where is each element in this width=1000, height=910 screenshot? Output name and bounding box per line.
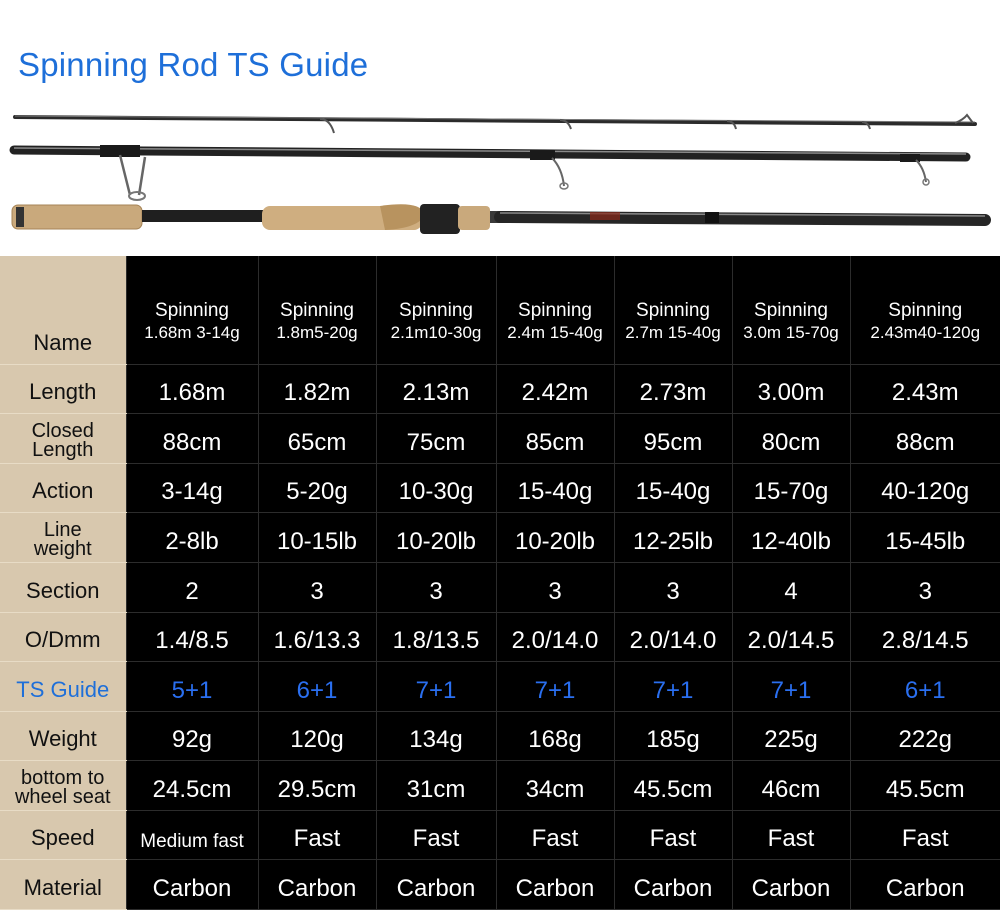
row-section [0, 562, 1000, 612]
line-weight-cell: 10-15lb [258, 513, 376, 563]
row-closed-length [0, 414, 1000, 464]
section-cell: 3 [850, 562, 1000, 612]
name-cell: Spinning 3.0m 15-70g [732, 256, 850, 364]
bottom-to-wheel-seat-cell: 45.5cm [614, 761, 732, 811]
od-cell: 1.4/8.5 [126, 612, 258, 662]
row-material [0, 860, 1000, 910]
label-speed: Speed [0, 810, 126, 860]
action-cell: 15-40g [496, 463, 614, 513]
closed-length-cell: 88cm [126, 414, 258, 464]
od-cell: 2.0/14.5 [732, 612, 850, 662]
row-name [0, 256, 1000, 364]
closed-length-cell: 85cm [496, 414, 614, 464]
bottom-to-wheel-seat-cell: 45.5cm [850, 761, 1000, 811]
section-cell: 3 [258, 562, 376, 612]
weight-cell: 92g [126, 711, 258, 761]
name-cell: Spinning 1.68m 3-14g [126, 256, 258, 364]
spec-table [0, 256, 1000, 910]
section-cell: 3 [376, 562, 496, 612]
name-cell: Spinning 2.4m 15-40g [496, 256, 614, 364]
weight-cell: 120g [258, 711, 376, 761]
weight-cell: 134g [376, 711, 496, 761]
length-cell: 2.73m [614, 364, 732, 414]
row-weight [0, 711, 1000, 761]
bottom-to-wheel-seat-cell: 34cm [496, 761, 614, 811]
material-cell: Carbon [850, 860, 1000, 910]
ts-guide-cell: 7+1 [732, 662, 850, 712]
material-cell: Carbon [258, 860, 376, 910]
action-cell: 3-14g [126, 463, 258, 513]
label-action: Action [0, 463, 126, 513]
weight-cell: 222g [850, 711, 1000, 761]
name-cell: Spinning 2.1m10-30g [376, 256, 496, 364]
speed-cell: Fast [376, 810, 496, 860]
rod-butt-section [12, 204, 985, 234]
line-weight-cell: 10-20lb [496, 513, 614, 563]
action-cell: 10-30g [376, 463, 496, 513]
od-cell: 2.0/14.0 [614, 612, 732, 662]
closed-length-cell: 75cm [376, 414, 496, 464]
ts-guide-cell: 6+1 [850, 662, 1000, 712]
row-speed [0, 810, 1000, 860]
closed-length-cell: 88cm [850, 414, 1000, 464]
length-cell: 1.82m [258, 364, 376, 414]
section-cell: 2 [126, 562, 258, 612]
label-name: Name [0, 256, 126, 364]
length-cell: 2.42m [496, 364, 614, 414]
label-line-weight: Line weight [0, 513, 126, 563]
label-section: Section [0, 562, 126, 612]
action-cell: 40-120g [850, 463, 1000, 513]
material-cell: Carbon [614, 860, 732, 910]
closed-length-cell: 95cm [614, 414, 732, 464]
ts-guide-cell: 7+1 [614, 662, 732, 712]
action-cell: 5-20g [258, 463, 376, 513]
speed-cell: Fast [496, 810, 614, 860]
label-weight: Weight [0, 711, 126, 761]
closed-length-cell: 65cm [258, 414, 376, 464]
bottom-to-wheel-seat-cell: 46cm [732, 761, 850, 811]
material-cell: Carbon [496, 860, 614, 910]
label-length: Length [0, 364, 126, 414]
rod-tip-section [15, 115, 975, 133]
section-cell: 3 [496, 562, 614, 612]
label-material: Material [0, 860, 126, 910]
ts-guide-cell: 7+1 [376, 662, 496, 712]
speed-cell: Fast [732, 810, 850, 860]
page-title: Spinning Rod TS Guide [18, 46, 369, 83]
speed-cell: Fast [614, 810, 732, 860]
row-bottom-to-wheel-seat [0, 761, 1000, 811]
closed-length-cell: 80cm [732, 414, 850, 464]
od-cell: 1.8/13.5 [376, 612, 496, 662]
row-line-weight [0, 513, 1000, 563]
row-od [0, 612, 1000, 662]
line-weight-cell: 12-25lb [614, 513, 732, 563]
label-od: O/Dmm [0, 612, 126, 662]
bottom-to-wheel-seat-cell: 31cm [376, 761, 496, 811]
line-weight-cell: 10-20lb [376, 513, 496, 563]
row-action [0, 463, 1000, 513]
length-cell: 1.68m [126, 364, 258, 414]
od-cell: 2.8/14.5 [850, 612, 1000, 662]
row-ts-guide [0, 662, 1000, 712]
length-cell: 2.43m [850, 364, 1000, 414]
weight-cell: 185g [614, 711, 732, 761]
name-cell: Spinning 2.43m40-120g [850, 256, 1000, 364]
ts-guide-cell: 5+1 [126, 662, 258, 712]
spec-table-wrapper [0, 256, 1000, 910]
rod-photo [0, 100, 1000, 250]
action-cell: 15-70g [732, 463, 850, 513]
speed-cell: Fast [850, 810, 1000, 860]
speed-cell: Medium fast [126, 810, 258, 860]
ts-guide-cell: 6+1 [258, 662, 376, 712]
line-weight-cell: 15-45lb [850, 513, 1000, 563]
weight-cell: 225g [732, 711, 850, 761]
section-cell: 3 [614, 562, 732, 612]
name-cell: Spinning 1.8m5-20g [258, 256, 376, 364]
material-cell: Carbon [126, 860, 258, 910]
name-cell: Spinning 2.7m 15-40g [614, 256, 732, 364]
material-cell: Carbon [732, 860, 850, 910]
speed-cell: Fast [258, 810, 376, 860]
ts-guide-cell: 7+1 [496, 662, 614, 712]
length-cell: 3.00m [732, 364, 850, 414]
line-weight-cell: 2-8lb [126, 513, 258, 563]
section-cell: 4 [732, 562, 850, 612]
rod-mid-section [14, 145, 966, 200]
weight-cell: 168g [496, 711, 614, 761]
od-cell: 1.6/13.3 [258, 612, 376, 662]
material-cell: Carbon [376, 860, 496, 910]
line-weight-cell: 12-40lb [732, 513, 850, 563]
label-ts-guide: TS Guide [0, 662, 126, 712]
label-bottom-to-wheel-seat: bottom to wheel seat [0, 761, 126, 811]
od-cell: 2.0/14.0 [496, 612, 614, 662]
bottom-to-wheel-seat-cell: 24.5cm [126, 761, 258, 811]
bottom-to-wheel-seat-cell: 29.5cm [258, 761, 376, 811]
label-closed-length: Closed Length [0, 414, 126, 464]
length-cell: 2.13m [376, 364, 496, 414]
row-length [0, 364, 1000, 414]
action-cell: 15-40g [614, 463, 732, 513]
